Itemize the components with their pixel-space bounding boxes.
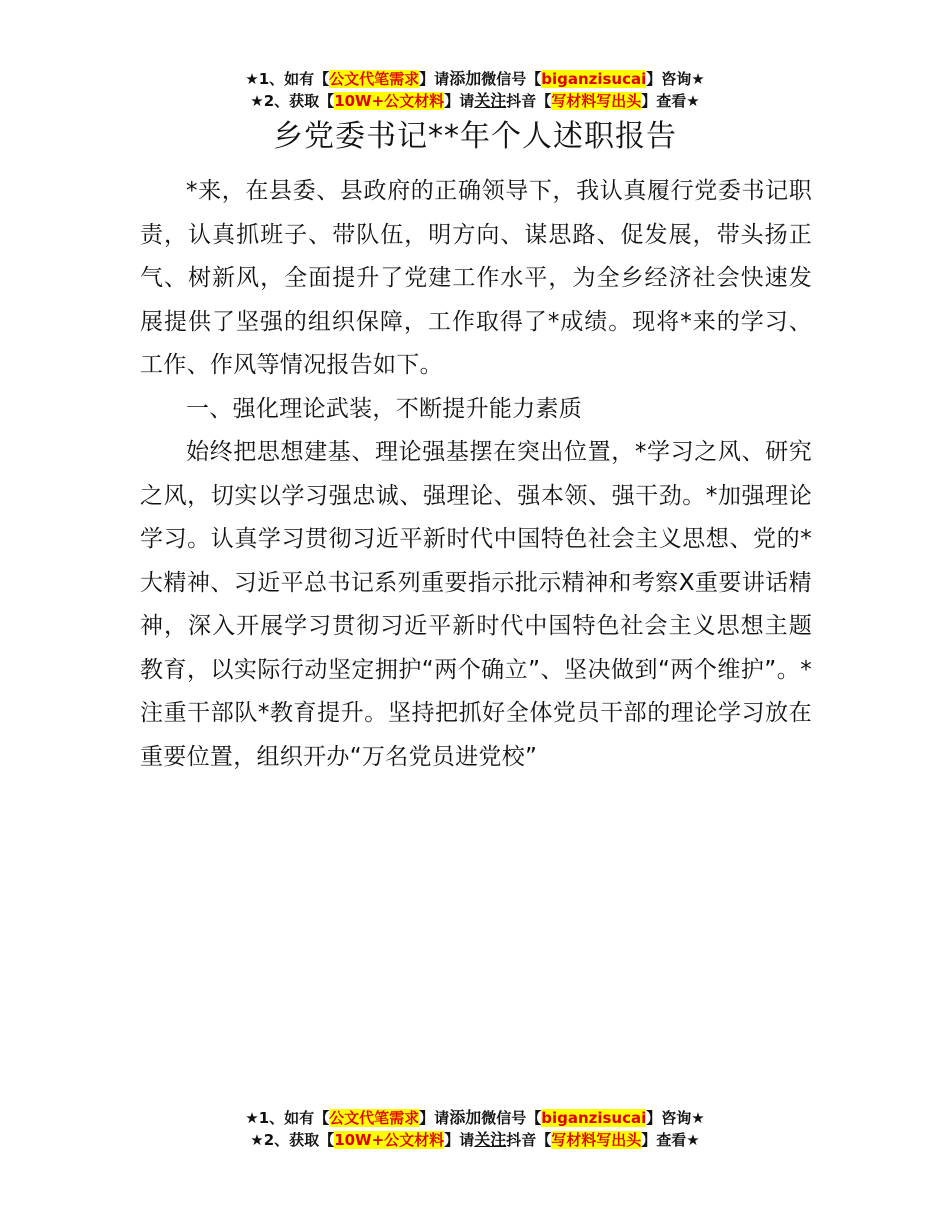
promo-highlight-service: 公文代笔需求 — [329, 70, 420, 88]
document-body — [140, 170, 812, 779]
paragraph-intro: *来，在县委、县政府的正确领导下，我认真履行党委书记职责，认真抓班子、带队伍，明方向、谋思路、促发展，带头扬正气、树新风，全面提升了党建工作水平，为全乡经济社会快速发展提供了坚强的组织保障，工作取得了*成绩。现将*来的学习、工作、作风等情况报告如下。 — [140, 178, 812, 378]
promo-line-2-suffix: 】查看★ — [641, 1131, 700, 1149]
promo-highlight-wechat-id: biganzisucai — [541, 70, 647, 88]
promo-emphasis-follow: 关注 — [474, 1130, 507, 1149]
promo-line-2-mid: 】请 — [444, 92, 475, 110]
promo-line-2-prefix: ★2、获取【 — [250, 1131, 335, 1149]
promo-line-1-mid2: 微信号【 — [481, 1109, 542, 1127]
top-promo-banner — [0, 68, 950, 112]
promo-line-2-mid2: 抖音【 — [506, 1131, 552, 1149]
promo-line-2 — [0, 1129, 950, 1151]
promo-line-2-mid: 】请 — [444, 1131, 475, 1149]
promo-emphasis-follow: 关注 — [474, 91, 507, 110]
promo-line-2-prefix: ★2、获取【 — [250, 92, 335, 110]
promo-line-1-suffix: 】咨询★ — [646, 1109, 705, 1127]
promo-line-2-mid2: 抖音【 — [506, 92, 552, 110]
promo-emphasis-add: 添加 — [449, 1108, 482, 1127]
promo-highlight-materials: 10W+公文材料 — [334, 1131, 445, 1149]
promo-line-1 — [0, 68, 950, 90]
promo-line-1-mid: 】请 — [419, 1109, 450, 1127]
promo-emphasis-add: 添加 — [449, 69, 482, 88]
promo-highlight-douyin: 写材料写出头 — [551, 92, 642, 110]
promo-highlight-douyin: 写材料写出头 — [551, 1131, 642, 1149]
promo-line-2-suffix: 】查看★ — [641, 92, 700, 110]
section-heading-1: 一、强化理论武装，不断提升能力素质 — [186, 395, 583, 422]
promo-line-1-mid2: 微信号【 — [481, 70, 542, 88]
promo-line-1-prefix: ★1、如有【 — [245, 70, 330, 88]
bottom-promo-banner — [0, 1107, 950, 1151]
promo-line-1-suffix: 】咨询★ — [646, 70, 705, 88]
promo-line-1 — [0, 1107, 950, 1129]
promo-highlight-service: 公文代笔需求 — [329, 1109, 420, 1127]
paragraph-section-1: 始终把思想建基、理论强基摆在突出位置，*学习之风、研究之风，切实以学习强忠诚、强理论、强本领、强干劲。*加强理论学习。认真学习贯彻习近平新时代中国特色社会主义思想、党的*大精神、习近平总书记系列重要指示批示精神和考察X重要讲话精神，深入开展学习贯彻习近平新时代中国特色社会主义思想主题教育，以实际行动坚定拥护“两个确立”、坚决做到“两个维护”。*注重干部队*教育提升。坚持把抓好全体党员干部的理论学习放在重要位置，组织开办“万名党员进党校” — [140, 439, 812, 770]
promo-line-1-mid: 】请 — [419, 70, 450, 88]
promo-line-2 — [0, 90, 950, 112]
document-title: 乡党委书记**年个人述职报告 — [273, 119, 677, 154]
promo-highlight-wechat-id: biganzisucai — [541, 1109, 647, 1127]
promo-highlight-materials: 10W+公文材料 — [334, 92, 445, 110]
promo-line-1-prefix: ★1、如有【 — [245, 1109, 330, 1127]
